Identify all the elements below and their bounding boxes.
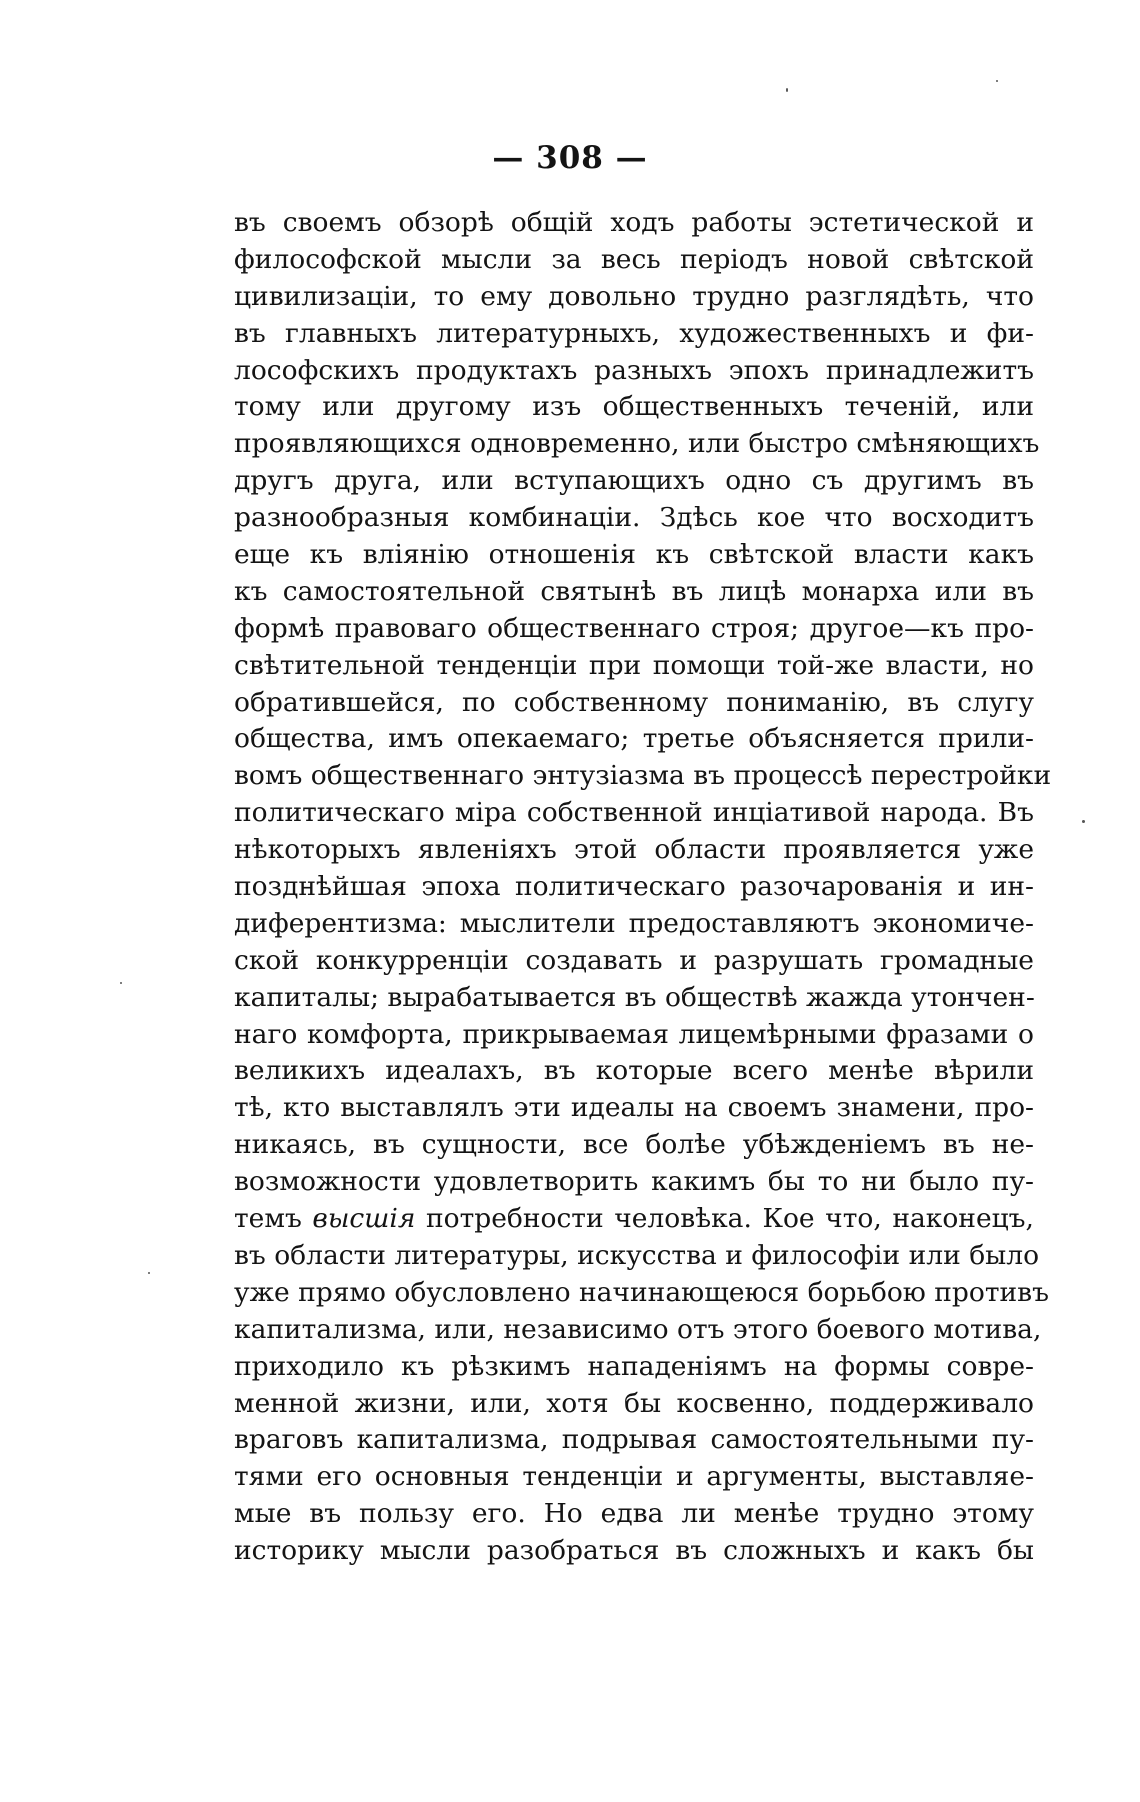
text-line-with-italic bbox=[234, 1201, 1034, 1238]
text-line: другъ друга, или вступающихъ одно съ другимъ въ bbox=[234, 465, 1034, 497]
text-line: никаясь, въ сущности, все болѣе убѣжденіемъ въ не- bbox=[234, 1129, 1034, 1161]
text-line: философской мысли за весь періодъ новой свѣтской bbox=[234, 243, 1034, 275]
scan-speck bbox=[148, 1272, 150, 1274]
text-line: разнообразныя комбинаціи. Здѣсь кое что восходитъ bbox=[234, 502, 1034, 534]
text-line: капитализма, или, независимо отъ этого боевого мотива, bbox=[234, 1313, 1042, 1345]
text-line: капиталы; вырабатывается въ обществѣ жажда утончен- bbox=[234, 981, 1035, 1013]
text-line: общества, имъ опекаемаго; третье объясняется прили- bbox=[234, 723, 1034, 755]
text-line: политическаго міра собственной инціативой народа. Въ bbox=[234, 797, 1034, 829]
text-line: позднѣйшая эпоха политическаго разочарованія и ин- bbox=[234, 871, 1034, 903]
text-line: уже прямо обусловлено начинающеюся борьбою противъ bbox=[234, 1276, 1049, 1308]
body-text bbox=[234, 205, 1052, 1570]
text-line: къ самостоятельной святынѣ въ лицѣ монарха или въ bbox=[234, 575, 1034, 607]
text-line: цивилизаціи, то ему довольно трудно разглядѣть, что bbox=[234, 280, 1034, 312]
text-line: лософскихъ продуктахъ разныхъ эпохъ принадлежитъ bbox=[234, 354, 1034, 386]
scan-speck bbox=[996, 80, 998, 82]
text-line: враговъ капитализма, подрывая самостоятельными пу- bbox=[234, 1424, 1034, 1456]
text-line: возможности удовлетворить какимъ бы то ни было пу- bbox=[234, 1166, 1034, 1198]
text-line: еще къ вліянію отношенія къ свѣтской власти какъ bbox=[234, 539, 1034, 571]
text-line: историку мысли разобраться въ сложныхъ и какъ бы bbox=[234, 1535, 1034, 1567]
text-line: проявляющихся одновременно, или быстро смѣняющихъ bbox=[234, 428, 1040, 460]
text-line: формѣ правоваго общественнаго строя; другое—къ про- bbox=[234, 612, 1034, 644]
text-line: приходило къ рѣзкимъ нападеніямъ на формы совре- bbox=[234, 1350, 1034, 1382]
text-line: въ главныхъ литературныхъ, художественныхъ и фи- bbox=[234, 317, 1034, 349]
text-line: тями его основныя тенденціи и аргументы, выставляе- bbox=[234, 1461, 1034, 1493]
italic-word: высшія bbox=[312, 1203, 416, 1235]
text-line: диферентизма: мыслители предоставляютъ экономиче- bbox=[234, 907, 1034, 939]
text-line: въ своемъ обзорѣ общій ходъ работы эстетической и bbox=[234, 207, 1034, 238]
text-line: менной жизни, или, хотя бы косвенно, поддерживало bbox=[234, 1387, 1034, 1419]
text-line: тому или другому изъ общественныхъ теченій, или bbox=[234, 391, 1034, 423]
text-line: въ области литературы, искусства и философіи или было bbox=[234, 1239, 1040, 1271]
text-line: нѣкоторыхъ явленіяхъ этой области проявляется уже bbox=[234, 834, 1034, 866]
text-line: наго комфорта, прикрываемая лицемѣрными фразами о bbox=[234, 1018, 1034, 1050]
scan-speck bbox=[1082, 820, 1085, 823]
text-line: свѣтительной тенденціи при помощи той-же власти, но bbox=[234, 649, 1034, 681]
text-line: обратившейся, по собственному пониманію, въ слугу bbox=[234, 686, 1034, 718]
text-segment: потребности человѣка. Кое что, наконецъ, bbox=[425, 1203, 1034, 1235]
text-line: тѣ, кто выставлялъ эти идеалы на своемъ знамени, про- bbox=[234, 1092, 1034, 1124]
page-number: — 308 — bbox=[492, 140, 648, 176]
text-line: мые въ пользу его. Но едва ли менѣе трудно этому bbox=[234, 1498, 1034, 1530]
text-line: вомъ общественнаго энтузіазма въ процессѣ перестройки bbox=[234, 760, 1052, 792]
text-line: ской конкурренціи создавать и разрушать громадные bbox=[234, 944, 1034, 976]
text-segment: темъ bbox=[234, 1203, 302, 1235]
scan-speck bbox=[786, 88, 788, 92]
text-line: великихъ идеалахъ, въ которые всего менѣе вѣрили bbox=[234, 1055, 1034, 1087]
scan-speck bbox=[120, 982, 122, 984]
